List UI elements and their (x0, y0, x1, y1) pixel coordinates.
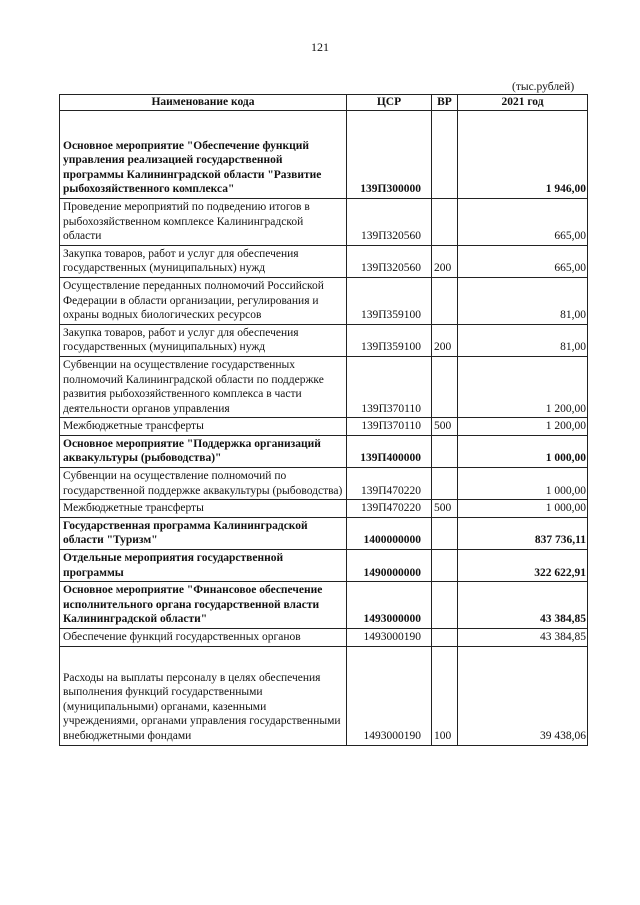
unit-label: (тыс.рублей) (512, 81, 575, 93)
budget-table (59, 94, 588, 746)
table-row (60, 646, 588, 745)
cell-csr: 1400000000 (347, 517, 432, 549)
cell-name: Субвенции на осуществление полномочий по государственной поддержке аквакультуры (рыбоводства) (60, 468, 347, 500)
cell-sum: 39 438,06 (458, 646, 588, 745)
cell-name: Межбюджетные трансферты (60, 500, 347, 518)
table-row (60, 582, 588, 629)
table-row (60, 517, 588, 549)
cell-sum: 1 000,00 (458, 468, 588, 500)
table-row (60, 245, 588, 277)
cell-name: Расходы на выплаты персоналу в целях обеспечения выполнения функций государственными (муниципальными) органами, казенными учреждениями, органами управления государственными внебюджетными фондами (60, 646, 347, 745)
cell-sum: 1 200,00 (458, 356, 588, 417)
cell-sum: 1 200,00 (458, 418, 588, 436)
cell-csr: 139П359100 (347, 277, 432, 324)
cell-sum: 1 946,00 (458, 110, 588, 198)
cell-name: Закупка товаров, работ и услуг для обеспечения государственных (муниципальных) нужд (60, 324, 347, 356)
cell-sum: 665,00 (458, 245, 588, 277)
cell-name: Основное мероприятие "Поддержка организаций аквакультуры (рыбоводства)" (60, 435, 347, 467)
cell-vr (432, 550, 458, 582)
table-row (60, 418, 588, 436)
cell-sum: 1 000,00 (458, 500, 588, 518)
cell-sum: 81,00 (458, 277, 588, 324)
cell-name: Государственная программа Калининградской области "Туризм" (60, 517, 347, 549)
cell-sum: 665,00 (458, 198, 588, 245)
table-row (60, 110, 588, 198)
cell-vr (432, 277, 458, 324)
table-row (60, 198, 588, 245)
cell-csr: 139П400000 (347, 435, 432, 467)
cell-csr: 139П370110 (347, 418, 432, 436)
cell-vr: 200 (432, 245, 458, 277)
cell-csr: 1493000000 (347, 582, 432, 629)
cell-sum: 1 000,00 (458, 435, 588, 467)
cell-vr (432, 468, 458, 500)
header-csr: ЦСР (347, 95, 432, 111)
cell-csr: 1493000190 (347, 646, 432, 745)
cell-sum: 43 384,85 (458, 629, 588, 647)
cell-name: Основное мероприятие "Финансовое обеспечение исполнительного органа государственной власти Калининградской области" (60, 582, 347, 629)
page-number: 121 (311, 40, 329, 54)
table-row (60, 468, 588, 500)
cell-csr: 139П300000 (347, 110, 432, 198)
table-row (60, 500, 588, 518)
cell-vr (432, 356, 458, 417)
header-sum: 2021 год (458, 95, 588, 111)
cell-name: Обеспечение функций государственных органов (60, 629, 347, 647)
cell-name: Отдельные мероприятия государственной программы (60, 550, 347, 582)
cell-vr: 500 (432, 418, 458, 436)
cell-csr: 139П470220 (347, 500, 432, 518)
cell-csr: 139П359100 (347, 324, 432, 356)
header-vr: ВР (432, 95, 458, 111)
cell-csr: 139П320560 (347, 198, 432, 245)
cell-csr: 139П470220 (347, 468, 432, 500)
table-row (60, 629, 588, 647)
cell-name: Межбюджетные трансферты (60, 418, 347, 436)
cell-vr (432, 198, 458, 245)
cell-vr: 200 (432, 324, 458, 356)
table-row (60, 550, 588, 582)
cell-name: Проведение мероприятий по подведению итогов в рыбохозяйственном комплексе Калининградской области (60, 198, 347, 245)
table-row (60, 435, 588, 467)
cell-sum: 837 736,11 (458, 517, 588, 549)
cell-vr (432, 582, 458, 629)
cell-name: Основное мероприятие "Обеспечение функций управления реализацией государственной программы Калининградской области "Развитие рыбохозяйственного комплекса" (60, 110, 347, 198)
table-row (60, 277, 588, 324)
cell-sum: 43 384,85 (458, 582, 588, 629)
cell-vr (432, 517, 458, 549)
cell-name: Осуществление переданных полномочий Российской Федерации в области организации, регулирования и охраны водных биологических ресурсов (60, 277, 347, 324)
table-row (60, 324, 588, 356)
cell-vr (432, 110, 458, 198)
cell-csr: 1493000190 (347, 629, 432, 647)
cell-csr: 139П370110 (347, 356, 432, 417)
cell-sum: 81,00 (458, 324, 588, 356)
cell-csr: 1490000000 (347, 550, 432, 582)
cell-vr: 500 (432, 500, 458, 518)
cell-vr (432, 435, 458, 467)
cell-name: Закупка товаров, работ и услуг для обеспечения государственных (муниципальных) нужд (60, 245, 347, 277)
cell-name: Субвенции на осуществление государственных полномочий Калининградской области по поддержке развития рыбохозяйственного комплекса в части деятельности органов управления (60, 356, 347, 417)
cell-sum: 322 622,91 (458, 550, 588, 582)
cell-vr: 100 (432, 646, 458, 745)
header-row (60, 95, 588, 111)
table-row (60, 356, 588, 417)
cell-vr (432, 629, 458, 647)
cell-csr: 139П320560 (347, 245, 432, 277)
header-name: Наименование кода (60, 95, 347, 111)
